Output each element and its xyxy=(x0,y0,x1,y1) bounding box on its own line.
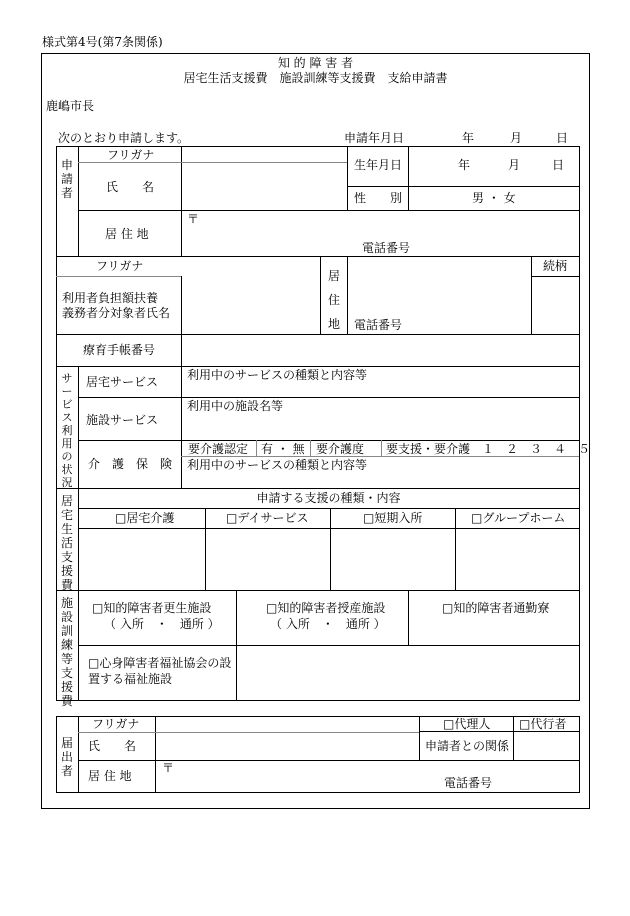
home-support-section-label: 居宅生活支援費 xyxy=(60,494,73,592)
home-service-label: 居宅サービス xyxy=(86,375,159,389)
obligor-phone-label: 電話番号 xyxy=(354,318,403,332)
care-note: 利用中のサービスの種類と内容等 xyxy=(187,458,368,472)
notifier-furigana-label: フリガナ xyxy=(92,717,140,731)
care-cert-value: 有 ・ 無 xyxy=(261,442,305,456)
application-date-label: 申請年月日 xyxy=(344,131,405,145)
handbook-label: 療育手帳番号 xyxy=(83,343,156,357)
option-workshop-facility-sub: （ 入所 ・ 通所 ） xyxy=(270,617,386,631)
service-status-section-label: サービス利用の状況 xyxy=(61,372,73,489)
agent-checkbox[interactable]: □代理人 xyxy=(443,717,491,731)
care-level-value: 要支援・要介護 １ ２ ３ ４ ５ xyxy=(386,442,591,456)
home-service-note: 利用中のサービスの種類と内容等 xyxy=(187,368,368,382)
care-cert-label: 要介護認定 xyxy=(188,442,249,456)
notifier-postal-mark: 〒 xyxy=(162,761,175,775)
applicant-phone-label: 電話番号 xyxy=(362,241,411,255)
applicant-address-label: 居 住 地 xyxy=(105,227,149,241)
option-short-stay[interactable]: □短期入所 xyxy=(363,511,423,525)
notifier-phone-label: 電話番号 xyxy=(444,776,493,790)
applicant-furigana-label: フリガナ xyxy=(107,148,155,162)
option-day-service[interactable]: □デイサービス xyxy=(226,511,309,525)
option-workshop-facility[interactable]: □知的障害者授産施設 xyxy=(266,601,386,615)
option-home-care[interactable]: □居宅介護 xyxy=(115,511,175,525)
notifier-name-label: 氏 名 xyxy=(88,739,137,753)
obligor-relation-label: 続柄 xyxy=(543,259,568,273)
applicant-postal-mark: 〒 xyxy=(187,212,200,226)
application-date-month: 月 xyxy=(510,131,523,145)
obligor-address-label: 居 住 地 xyxy=(327,269,340,331)
birth-month-label: 月 xyxy=(508,158,521,172)
birth-year-label: 年 xyxy=(458,158,471,172)
addressee: 鹿嶋市長 xyxy=(46,99,95,113)
notifier-section-label: 届出者 xyxy=(60,736,73,778)
form-number: 様式第4号(第7条関係) xyxy=(42,35,163,49)
option-welfare-facility-line1[interactable]: □心身障害者福祉協会の設 xyxy=(88,656,232,670)
care-level-label: 要介護度 xyxy=(316,442,365,456)
obligor-furigana-label: フリガナ xyxy=(96,259,144,273)
home-support-header: 申請する支援の種類・内容 xyxy=(256,491,401,505)
notifier-relation-label: 申請者との関係 xyxy=(425,739,510,753)
option-rehab-facility[interactable]: □知的障害者更生施設 xyxy=(92,601,212,615)
facility-support-section-label: 施設訓練等支援費 xyxy=(60,596,73,708)
title-line2: 居宅生活支援費 施設訓練等支援費 支給申請書 xyxy=(183,71,448,85)
option-group-home[interactable]: □グループホーム xyxy=(471,511,566,525)
option-welfare-facility-line2: 置する福祉施設 xyxy=(88,672,173,686)
applicant-name-label: 氏 名 xyxy=(106,180,155,194)
applicant-section-label: 申 請 者 xyxy=(60,158,73,200)
care-insurance-label: 介 護 保 険 xyxy=(88,457,173,471)
application-date-year: 年 xyxy=(462,131,475,145)
birth-date-label: 生年月日 xyxy=(354,158,403,172)
gender-value: 男 ・ 女 xyxy=(472,191,516,205)
intro-text: 次のとおり申請します。 xyxy=(58,131,190,145)
title-line1: 知 的 障 害 者 xyxy=(277,56,354,70)
facility-service-note: 利用中の施設名等 xyxy=(187,399,284,413)
facility-service-label: 施設サービス xyxy=(86,413,159,427)
option-rehab-facility-sub: （ 入所 ・ 通所 ） xyxy=(104,617,220,631)
application-date-day: 日 xyxy=(556,131,569,145)
obligor-name-line1: 利用者負担額扶養 xyxy=(62,291,159,305)
birth-day-label: 日 xyxy=(552,158,565,172)
proxy-checkbox[interactable]: □代行者 xyxy=(519,717,567,731)
notifier-address-label: 居 住 地 xyxy=(88,769,132,783)
obligor-name-line2: 義務者分対象者氏名 xyxy=(62,306,171,320)
option-commuter-dorm[interactable]: □知的障害者通勤寮 xyxy=(442,601,550,615)
gender-label: 性 別 xyxy=(354,191,403,205)
